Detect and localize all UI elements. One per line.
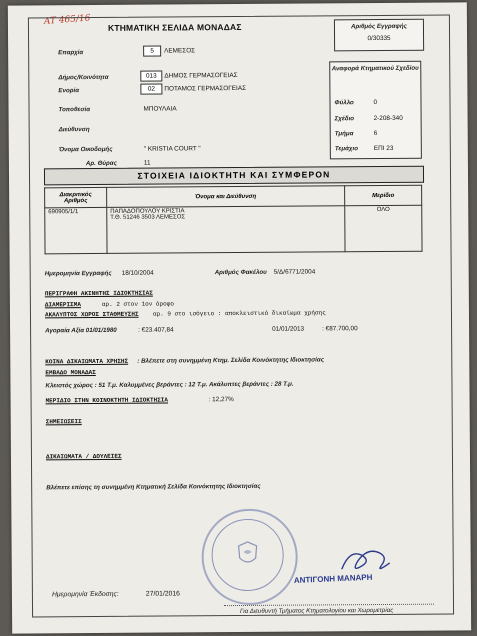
owner-id: 690905/1/1 (45, 207, 107, 253)
owners-col-name: Όνομα και Διεύθυνση (107, 186, 345, 208)
owner-share: ΟΛΟ (345, 205, 422, 252)
apartment-text: αρ. 2 στον 1ον όροφο (101, 300, 174, 308)
plan-label: Σχέδιο (334, 115, 355, 123)
registration-number-value: 0/30335 (367, 34, 391, 43)
issue-date-label: Ημερομηνία Έκδοσης: (51, 590, 119, 599)
owners-col-id: Διακριτικός Αριθμός (45, 187, 107, 207)
parking-text: αρ. 9 στο ισόγειο : αποκλειστικό δικαίωμα χρήσης (152, 309, 326, 318)
owners-table (44, 185, 422, 255)
locality-label: Τοποθεσία (58, 106, 91, 114)
signatory-name-stamp: ΑΝΤΙΓΟΝΗ ΜΑΝΑΡΗ (293, 572, 373, 585)
municipality-label: Δήμος/Κοινότητα (58, 73, 109, 82)
market-value-2013: : €87.700,00 (322, 325, 358, 333)
registration-date-label: Ημερομηνία Εγγραφής (44, 269, 112, 278)
district-label: Επαρχία (58, 49, 84, 57)
common-rights-label: ΚΟΙΝΑ ΔΙΚΑΙΩΜΑΤΑ ΧΡΗΣΗΣ (45, 357, 129, 366)
document-sheet (8, 2, 471, 633)
property-description-heading: ΠΕΡΙΓΡΑΦΗ ΑΚΙΝΗΤΗΣ ΙΔΙΟΚΤΗΣΙΑΣ (44, 289, 153, 298)
common-share-label: ΜΕΡΙΔΙΟ ΣΤΗΝ ΚΟΙΝΟΚΤΗΤΗ ΙΔΙΟΚΤΗΣΙΑ (45, 396, 169, 405)
plot-value: ΕΠΙ 23 (373, 144, 394, 153)
page-title: ΚΤΗΜΑΤΙΚΗ ΣΕΛΙΔΑ ΜΟΝΑΔΑΣ (107, 21, 242, 33)
cyprus-emblem-icon (236, 540, 260, 568)
sheet-value: 0 (373, 99, 378, 107)
plan-value: 2-208-340 (373, 114, 403, 123)
apartment-label: ΔΙΑΜΕΡΙΣΜΑ (44, 301, 81, 309)
market-value-2013-label: 01/01/2013 (272, 325, 305, 333)
district-code: 5 (143, 46, 161, 57)
quarter-code: 02 (140, 84, 162, 95)
remarks-heading: ΣΗΜΕΙΩΣΕΙΣ (45, 418, 82, 426)
locality-value: ΜΠΟΥΛΑΙΑ (143, 105, 177, 113)
burdens-text: Βλέπετε επίσης τη συνημμένη Κτηματική Σελίδα Κοινόκτητης Ιδιοκτησίας (46, 482, 261, 492)
plot-label: Τεμάχιο (334, 145, 359, 153)
owners-col-share: Μερίδιο (345, 185, 422, 206)
common-share-value: : 12,27% (208, 396, 234, 404)
municipality-name: ΔΗΜΟΣ ΓΕΡΜΑΣΟΓΕΙΑΣ (164, 72, 238, 80)
file-number-value: 5/Δ/6771/2004 (273, 268, 316, 276)
owner-name: ΠΑΠΑΔΟΠΟΥΛΟΥ ΚΡΙΣΤΙΑ (110, 208, 185, 215)
signatory-caption: Για Διευθυντή Τμήματος Κτηματολογίου και Χωρομετρίας (240, 606, 394, 616)
address-label: Διεύθυνση (58, 126, 90, 134)
owner-name-address (107, 206, 345, 254)
issue-date-value: 27/01/2016 (145, 590, 180, 598)
block-label: Τμήμα (334, 130, 354, 138)
building-name-value: " KRISTIA COURT " (143, 145, 201, 153)
market-value-label: Αγοραία Αξία 01/01/1980 (45, 326, 117, 335)
unit-area-line: Κλειστός χώρος : 51 Τ.μ. Καλυμμένες βεράντες : 12 Τ.μ. Ακάλυπτες βεράντες : 28 Τ.μ. (45, 380, 294, 390)
parking-label: ΑΚΑΛΥΠΤΟΣ ΧΩΡΟΣ ΣΤΑΘΜΕΥΣΗΣ (44, 310, 139, 319)
owners-section-banner: ΣΤΟΙΧΕΙΑ ΙΔΙΟΚΤΗΤΗ ΚΑΙ ΣΥΜΦΕΡΟΝ (44, 166, 424, 186)
district-name: ΛΕΜΕΣΟΣ (164, 47, 196, 55)
registration-number-label: Αριθμός Εγγραφής (350, 22, 407, 31)
quarter-label: Ενορία (58, 87, 80, 95)
municipality-code: 013 (140, 71, 162, 82)
block-value: 6 (373, 130, 378, 138)
handwritten-note: AT 465/16 (43, 13, 91, 27)
sheet-label: Φύλλο (334, 99, 354, 107)
file-number-label: Αριθμός Φακέλου (214, 268, 267, 277)
registration-date-value: 18/10/2004 (121, 269, 154, 277)
door-number-label: Αρ. Θύρας (85, 159, 117, 168)
building-name-label: Όνομα Οικοδομής (58, 145, 113, 154)
quarter-name: ΠΟΤΑΜΟΣ ΓΕΡΜΑΣΟΓΕΙΑΣ (164, 84, 247, 93)
door-number-value: 11 (143, 159, 151, 167)
registration-number-box (334, 19, 424, 52)
map-reference-title: Αναφορά Κτηματικού Σχεδίου (331, 64, 419, 73)
unit-area-heading: ΕΜΒΑΔΟ ΜΟΝΑΔΑΣ (45, 369, 96, 377)
burdens-heading: ΔΙΚΑΙΩΜΑΤΑ / ΔΟΥΛΕΙΕΣ (45, 452, 122, 461)
map-reference-box (329, 61, 422, 160)
market-value-1980: : €23.407,84 (138, 326, 174, 334)
table-row (45, 205, 422, 254)
owner-address: Τ.Θ. 51246 3503 ΛΕΜΕΣΟΣ (110, 214, 186, 221)
common-rights-text: : Βλέπετε στη συνημμένη Κτημ. Σελίδα Κοινόκτητης Ιδιοκτησίας (137, 356, 325, 365)
